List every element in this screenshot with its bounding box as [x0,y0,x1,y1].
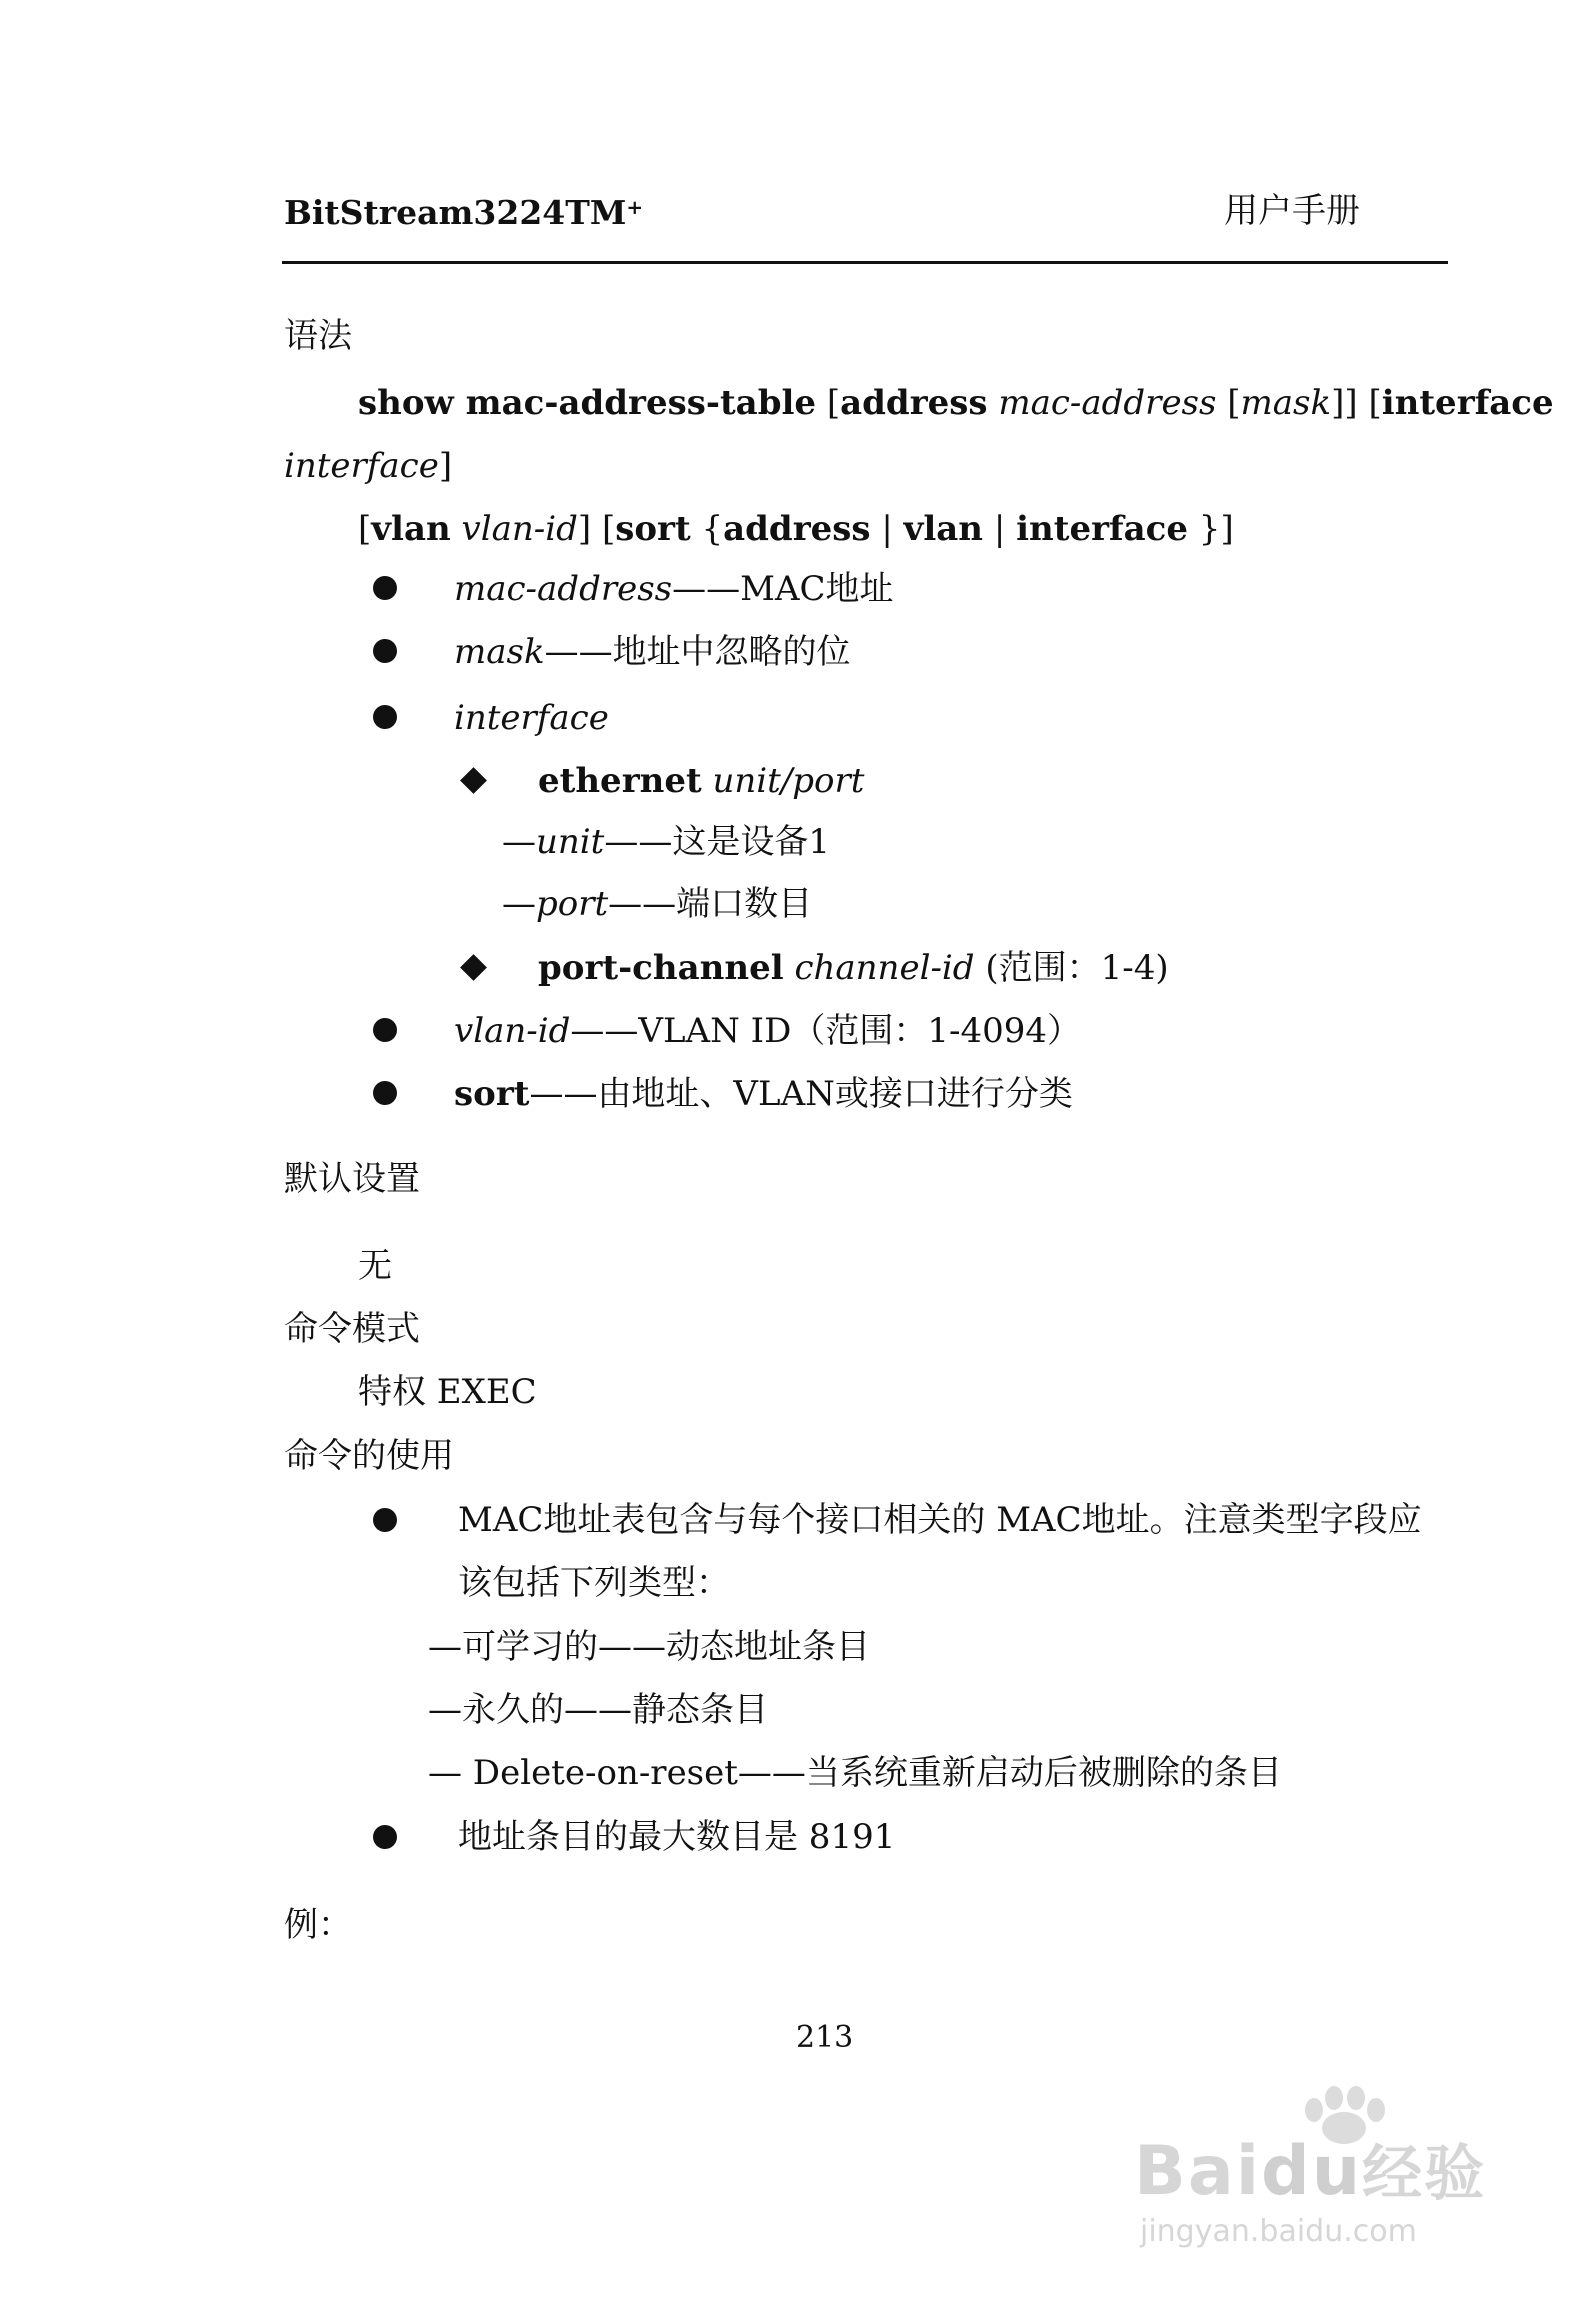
bullet-dot [373,1081,397,1105]
section-usage-heading: 命令的使用 [284,1436,454,1476]
header-rule [282,261,1448,264]
param-unit: —unit——这是设备1 [502,822,830,862]
default-value: 无 [358,1246,392,1286]
bullet-dot [373,1018,397,1042]
usage-type-learnable: —可学习的——动态地址条目 [428,1627,870,1667]
bullet-dot [373,1825,397,1849]
section-default-heading: 默认设置 [284,1159,420,1199]
syntax-line-1: show mac-address-table [address mac-address [mask]] [interface [358,383,1554,423]
bullet-dot [373,1508,397,1532]
usage-type-permanent: —永久的——静态条目 [428,1690,768,1730]
param-interface: interface [454,698,609,738]
param-mask: mask——地址中忽略的位 [454,632,851,672]
page-number: 213 [796,2020,854,2055]
bullet-dot [373,639,397,663]
param-mac-address: mac-address——MAC地址 [454,569,894,609]
section-mode-heading: 命令模式 [284,1309,420,1349]
diamond-bullet [460,767,487,794]
header-manual-title: 用户手册 [1224,191,1360,231]
bullet-dot [373,576,397,600]
usage-bullet-1-line-2: 该包括下列类型： [458,1563,730,1603]
header-product: BitStream3224TM+ [284,193,644,232]
section-example-heading: 例： [284,1905,352,1945]
usage-type-delete-on-reset: — Delete-on-reset——当系统重新启动后被删除的条目 [428,1753,1282,1793]
watermark-url: jingyan.baidu.com [1140,2214,1417,2249]
param-vlan-id: vlan-id——VLAN ID（范围：1-4094） [454,1011,1081,1051]
syntax-line-2: interface] [284,446,453,486]
param-port: —port——端口数目 [502,884,813,924]
mode-value: 特权 EXEC [358,1372,537,1412]
param-ethernet: ethernet unit/port [538,761,865,801]
param-sort: sort——由地址、VLAN或接口进行分类 [454,1074,1073,1114]
usage-bullet-1-line-1: MAC地址表包含与每个接口相关的 MAC地址。注意类型字段应 [458,1500,1422,1540]
baidu-jingyan-watermark [1134,2090,1554,2260]
section-syntax-heading: 语法 [284,316,352,356]
watermark-brand: Baidu经验 [1134,2132,1487,2211]
bullet-dot [373,705,397,729]
syntax-line-3: [vlan vlan-id] [sort {address | vlan | interface }] [358,509,1234,549]
usage-bullet-2: 地址条目的最大数目是 8191 [458,1817,896,1857]
param-port-channel: port-channel channel-id (范围：1-4) [538,948,1169,988]
diamond-bullet [460,954,487,981]
